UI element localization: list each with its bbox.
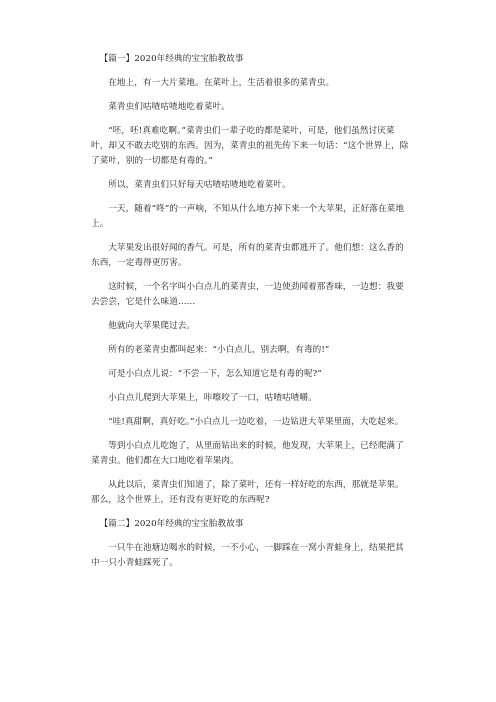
paragraph: 所以，菜青虫们只好每天咕喳咕喳地吃着菜叶。	[108, 180, 291, 190]
paragraph: “呸，呸!真难吃啊。”菜青虫们一辈子吃的都是菜叶，可是，他们虽然讨厌菜叶，却又不敢去吃别的东西。因为，菜青虫的祖先传下来一句话：“这个世界上，除了菜叶，别的一切都是有毒的。”	[91, 126, 409, 166]
paragraph-gap	[91, 271, 409, 280]
paragraph: 一天，随着“咚”的一声响，不知从什么地方掉下来一个大苹果，正好落在菜地上。	[91, 204, 405, 229]
paragraph-gap	[91, 67, 409, 76]
paragraph: 菜青虫们咕喳咕喳地吃着菜叶。	[108, 102, 230, 112]
paragraph-gap	[91, 193, 409, 202]
paragraph: 他就向大苹果爬过去。	[108, 321, 196, 331]
paragraph-gap	[91, 310, 409, 319]
paragraph-gap	[91, 430, 409, 439]
paragraph-gap	[91, 334, 409, 343]
paragraph: 从此以后，菜青虫们知道了，除了菜叶，还有一样好吃的东西，那就是苹果。那么，这个世界上，还有没有更好吃的东西呢?	[91, 480, 404, 505]
paragraph-gap	[91, 469, 409, 478]
paragraph-gap	[91, 382, 409, 391]
section-heading: 【篇二】2020年经典的宝宝胎教故事	[99, 519, 244, 529]
paragraph: 在地上，有一大片菜地。在菜叶上，生活着很多的菜青虫。	[108, 78, 335, 88]
paragraph-gap	[91, 508, 409, 517]
paragraph: 一只牛在池塘边喝水的时候，一不小心，一脚踩在一窝小青蛙身上，结果把其中一只小青蛙踩死了。	[91, 543, 404, 568]
document-page	[91, 52, 409, 571]
paragraph: 小白点儿爬到大苹果上，咔嚓咬了一口，咕喳咕喳嚼。	[108, 393, 317, 403]
paragraph-gap	[91, 358, 409, 367]
paragraph: 大苹果发出很好闻的香气。可是，所有的菜青虫都逃开了。他们想：这么香的东西，一定毒得更厉害。	[91, 243, 404, 268]
section-heading: 【篇一】2020年经典的宝宝胎教故事	[99, 54, 244, 64]
paragraph: 等到小白点儿吃饱了，从里面钻出来的时候，他发现，大苹果上，已经爬满了菜青虫。他们都在大口地吃着苹果肉。	[91, 441, 404, 466]
paragraph: 这时候，一个名字叫小白点儿的菜青虫，一边使劲闻着那香味，一边想：我要去尝尝，它是什么味道……	[91, 282, 404, 307]
paragraph: “哇!真甜啊，真好吃。”小白点儿一边吃着，一边钻进大苹果里面，大吃起来。	[108, 417, 404, 427]
paragraph-gap	[91, 532, 409, 541]
paragraph: 可是小白点儿说：“不尝一下，怎么知道它是有毒的呢?”	[108, 369, 322, 379]
paragraph-gap	[91, 406, 409, 415]
paragraph-gap	[91, 91, 409, 100]
paragraph: 所有的老菜青虫都叫起来：“小白点儿，别去啊，有毒的!”	[108, 345, 330, 355]
paragraph-gap	[91, 232, 409, 241]
paragraph-gap	[91, 115, 409, 124]
paragraph-gap	[91, 169, 409, 178]
